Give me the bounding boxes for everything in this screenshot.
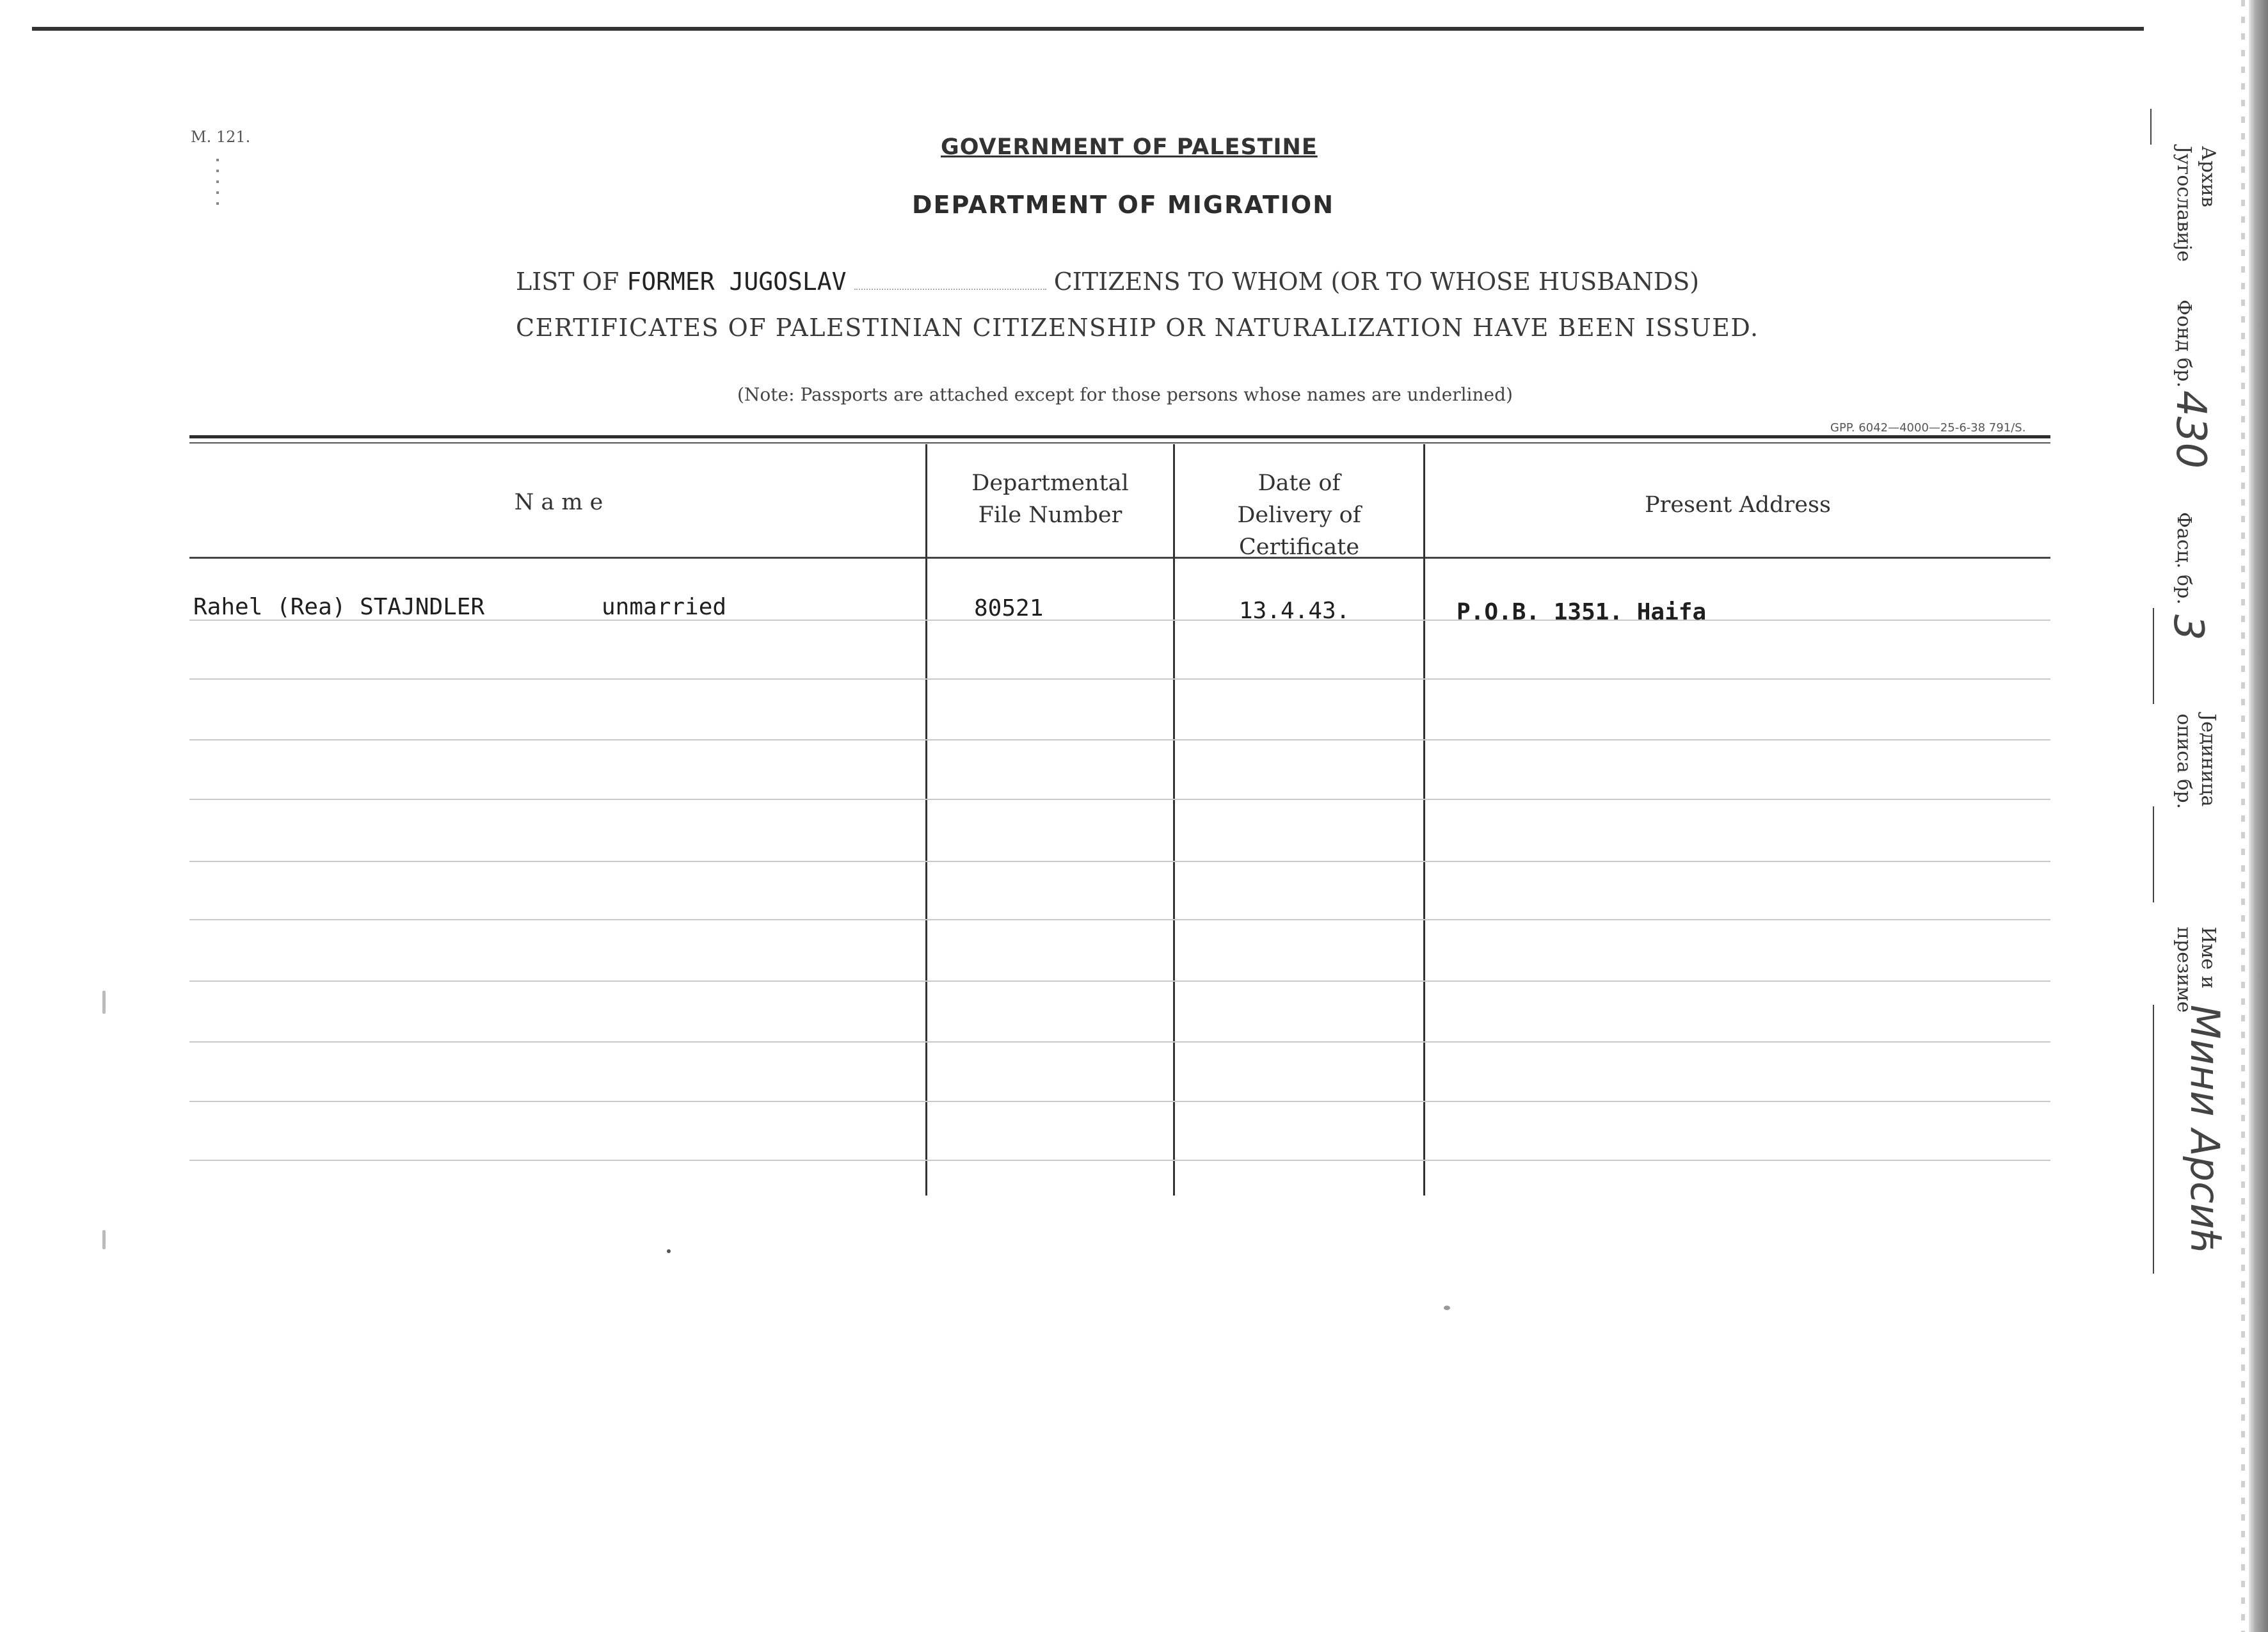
stamp-archive-line-1: Архив [2197, 146, 2219, 207]
row-name: Rahel (Rea) STAJNDLER [193, 594, 485, 620]
table-header-rule [189, 557, 2050, 559]
row-file-number: 80521 [974, 595, 1044, 621]
stamp-name-value: Мини Арсић [2182, 1005, 2228, 1255]
column-divider-3 [1423, 444, 1425, 1196]
table-row-line [189, 678, 2050, 680]
table-row-line [189, 799, 2050, 800]
stamp-fond-label: Фонд бр. [2173, 300, 2195, 388]
column-header-date [1175, 467, 1423, 563]
scan-speck [102, 991, 106, 1014]
stamp-fasc-value: 3 [2164, 614, 2212, 641]
stamp-fasc-label: Фасц. бр. [2173, 512, 2195, 605]
dotted-mark [216, 159, 219, 207]
scan-edge-shadow [2249, 0, 2268, 1632]
table-top-rule-thin [189, 442, 2050, 444]
government-title: GOVERNMENT OF PALESTINE [941, 134, 1318, 160]
stamp-name-line-1: Име и [2197, 927, 2219, 989]
form-number: M. 121. [191, 128, 251, 146]
table-row-line [189, 1160, 2050, 1161]
column-header-date-line1: Date of [1258, 470, 1341, 496]
list-suffix: CITIZENS TO WHOM (OR TO WHOSE HUSBANDS) [1053, 268, 1700, 296]
table-row-line [189, 919, 2050, 920]
stamp-archive-line-2: Југославије [2173, 146, 2195, 262]
scan-speck [667, 1249, 671, 1253]
stamp-name-line-2: презиме [2173, 927, 2195, 1013]
row-address: P.O.B. 1351. Haifa [1457, 599, 1707, 625]
stamp-line [2153, 1005, 2154, 1274]
list-nationality: FORMER JUGOSLAV [627, 268, 847, 296]
stamp-fond-value: 430 [2167, 390, 2214, 469]
stamp-line [2150, 109, 2152, 145]
list-title-line-2: CERTIFICATES OF PALESTINIAN CITIZENSHIP OR NATURALIZATION HAVE BEEN ISSUED. [516, 314, 1759, 342]
print-code: GPP. 6042—4000—25-6-38 791/S. [1830, 421, 2026, 435]
stamp-line [2153, 806, 2154, 902]
stamp-unit-line-2: описа бр. [2173, 714, 2195, 810]
column-header-file-number-line2: File Number [978, 502, 1122, 528]
table-row-line [189, 861, 2050, 862]
table-row-line [189, 1041, 2050, 1043]
column-header-file-number [927, 467, 1173, 531]
list-title-line-1 [516, 268, 1699, 296]
row-marital-status: unmarried [602, 594, 727, 620]
scan-edge-dots [2241, 0, 2245, 1632]
row-date: 13.4.43. [1239, 598, 1350, 624]
table-row-line [189, 980, 2050, 982]
list-prefix: LIST OF [516, 268, 619, 296]
column-header-date-line2: Delivery of Certificate [1237, 502, 1361, 560]
scan-speck [102, 1230, 106, 1249]
blank-gap [854, 289, 1046, 290]
column-divider-1 [925, 444, 927, 1196]
column-header-file-number-line1: Departmental [971, 470, 1129, 496]
scan-speck [1444, 1306, 1450, 1310]
column-header-name: N a m e [514, 490, 603, 515]
passport-note: (Note: Passports are attached except for those persons whose names are underlined) [737, 384, 1513, 405]
column-header-address: Present Address [1645, 492, 1831, 518]
table-row-line [189, 739, 2050, 740]
stamp-unit-line-1: Јединица [2197, 714, 2219, 807]
department-title: DEPARTMENT OF MIGRATION [912, 191, 1334, 219]
top-border-line [32, 27, 2144, 31]
stamp-line [2153, 608, 2154, 704]
table-top-rule [189, 435, 2050, 438]
table-row-line [189, 1101, 2050, 1102]
